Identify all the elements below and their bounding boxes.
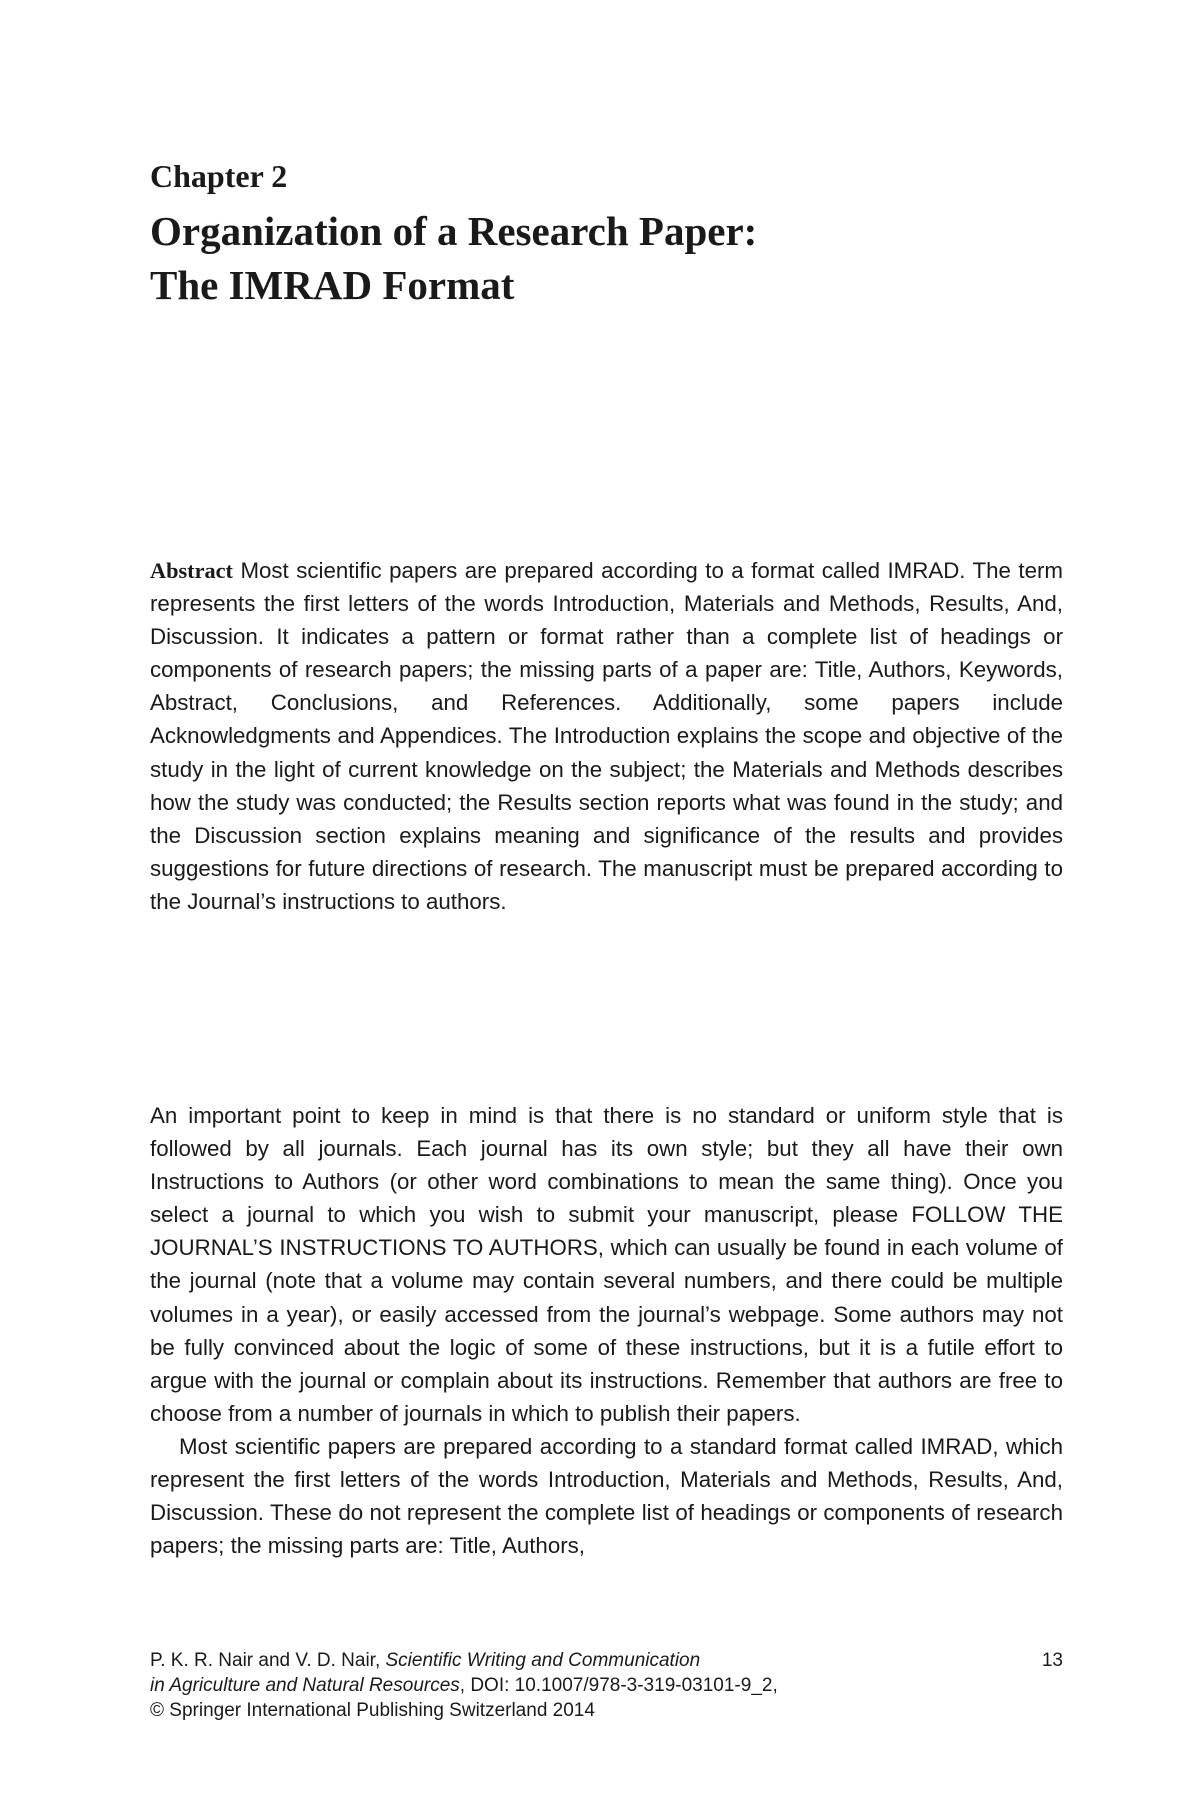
footer-authors: P. K. R. Nair and V. D. Nair,	[150, 1650, 381, 1671]
chapter-title-line-1: Organization of a Research Paper:	[150, 208, 758, 254]
page-footer	[150, 1648, 1063, 1723]
footer-doi: , DOI: 10.1007/978-3-319-03101-9_2,	[459, 1675, 778, 1696]
footer-book-title-part-2: in Agriculture and Natural Resources	[150, 1675, 460, 1696]
abstract-label: Abstract	[150, 558, 233, 583]
footer-citation-line-1	[150, 1648, 1063, 1673]
chapter-title-line-2: The IMRAD Format	[150, 262, 515, 308]
chapter-title	[150, 204, 1050, 312]
footer-copyright: © Springer International Publishing Switzerland 2014	[150, 1700, 595, 1721]
body-text	[150, 1099, 1063, 1562]
page-number: 13	[1041, 1650, 1063, 1671]
body-paragraph-2: Most scientific papers are prepared according to a standard format called IMRAD, which represent the first letters of the words Introduction, Materials and Methods, Results, And, Discussion. These do not represent the complete list of headings or components of research papers; the missing parts are: Title, Authors,	[150, 1433, 1063, 1559]
footer-citation-line-2	[150, 1673, 1063, 1698]
footer-book-title-part-1: Scientific Writing and Communication	[385, 1650, 701, 1671]
abstract	[150, 554, 1063, 918]
body-paragraph-1: An important point to keep in mind is that there is no standard or uniform style that is followed by all journals. Each journal has its own style; but they all have their own Instructions to Authors (or other word combinations to mean the same thing). Once you select a journal to which you wish to submit your manuscript, please FOLLOW THE JOURNAL’S INSTRUCTIONS TO AUTHORS, which can usually be found in each volume of the journal (note that a volume may contain several numbers, and there could be multiple volumes in a year), or easily accessed from the journal’s webpage. Some authors may not be fully convinced about the logic of some of these instructions, but it is a futile effort to argue with the journal or complain about its instructions. Remember that authors are free to choose from a number of journals in which to publish their papers.	[150, 1103, 1063, 1426]
abstract-text: Most scientific papers are prepared according to a format called IMRAD. The term represents the first letters of the words Introduction, Materials and Methods, Results, And, Discussion. It indicates a pattern or format rather than a complete list of headings or components of research papers; the missing parts of a paper are: Title, Authors, Keywords, Abstract, Conclusions, and References. Additionally, some papers include Acknowledgments and Appendices. The Introduction explains the scope and objective of the study in the light of current knowledge on the subject; the Materials and Methods describes how the study was conducted; the Results section reports what was found in the study; and the Discussion section explains meaning and significance of the results and provides suggestions for future directions of research. The manuscript must be prepared according to the Journal’s instructions to authors.	[150, 558, 1063, 914]
chapter-label: Chapter 2	[150, 158, 288, 194]
